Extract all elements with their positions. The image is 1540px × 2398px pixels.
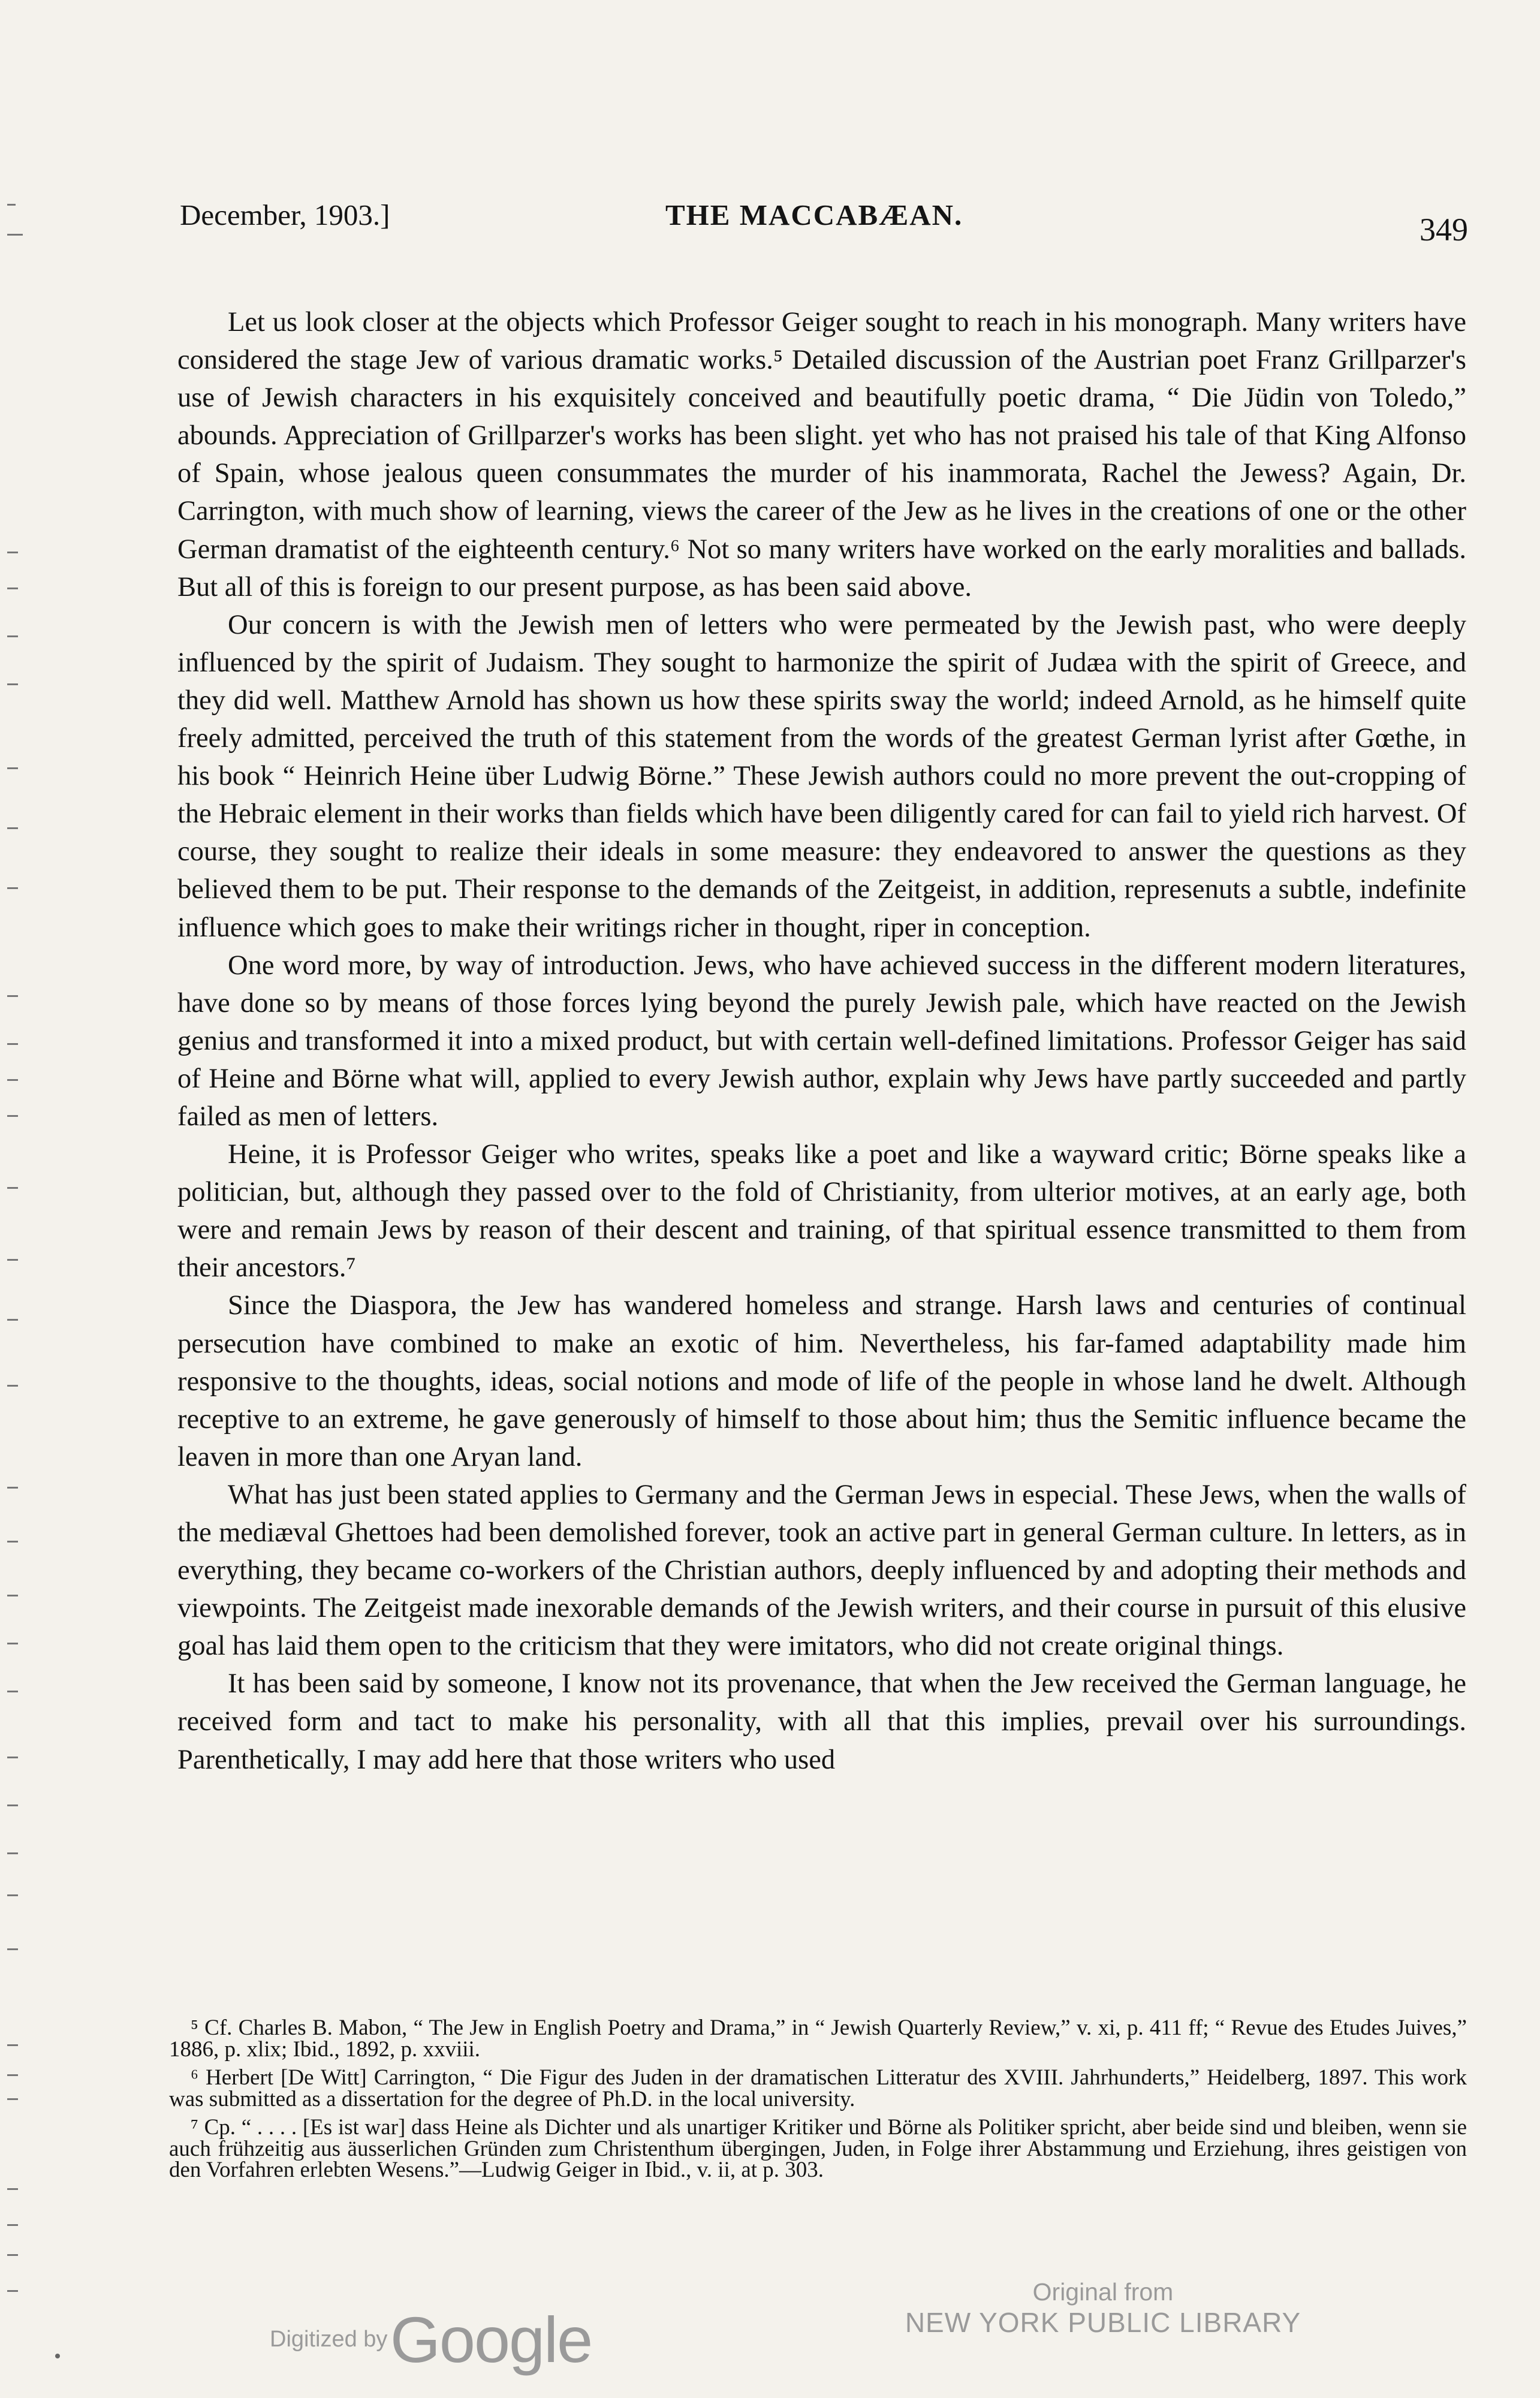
paragraph: What has just been stated applies to Germany and the German Jews in especial. These Jews, when the walls of the mediæval Ghettoes had been demolished forever, took an active part in general German culture. In letters, as in everything, they became co-workers of the Christian authors, deeply influenced by and adopting their methods and viewpoints. The Zeitgeist made inexorable demands of the Jewish writers, and their course in pursuit of this elusive goal has laid them open to the criticism that they were imitators, who did not create original things. [177,1479,1466,1662]
journal-title: THE MACCABÆAN. [665,198,963,231]
scan-speck [55,2354,60,2358]
google-logo: Google [390,2303,592,2376]
paragraph: Let us look closer at the objects which Professor Geiger sought to reach in his monograph. Many writers have considered the stage Jew of various dramatic works.⁵ Detailed discussion of the Austrian poet Franz Grillparzer's use of Jewish characters in his exquisitely conceived and beautifully poetic drama, “ Die Jüdin von Toledo,” abounds. Appreciation of Grillparzer's works has been slight. yet who has not praised his tale of that King Alfonso of Spain, whose jealous queen consummates the murder of his inammorata, Rachel the Jewess? Again, Dr. Carrington, with much show of learning, views the career of the Jew as he lives in the creations of one or the other German dramatist of the eighteenth century.⁶ Not so many writers have worked on the early moralities and ballads. But all of this is foreign to our present purpose, as has been said above. [177,307,1466,602]
nypl-watermark [893,2278,1313,2339]
footnotes [169,2017,1467,2188]
running-header [180,198,1468,246]
paragraph: One word more, by way of introduction. Jews, who have achieved success in the different modern literatures, have done so by means of those forces lying beyond the purely Jewish pale, which have reacted on the Jewish genius and transformed it into a mixed product, but with certain well-defined limitations. Professor Geiger has said of Heine and Börne what will, applied to every Jewish author, explain why Jews have partly succeeded and partly failed as men of letters. [177,950,1466,1132]
paragraph: Since the Diaspora, the Jew has wandered homeless and strange. Harsh laws and centuries of continual persecution have combined to make an exotic of him. Nevertheless, his far-famed adaptability made him responsive to the thoughts, ideas, social notions and mode of life of the people in whose land he dwelt. Although receptive to an extreme, he gave generously of himself to those about him; thus the Semitic influence became the leaven in more than one Aryan land. [177,1290,1466,1472]
header-date: December, 1903.] [180,198,390,231]
library-name: NEW YORK PUBLIC LIBRARY [905,2307,1301,2338]
footnote: ⁵ Cf. Charles B. Mabon, “ The Jew in English Poetry and Drama,” in “ Jewish Quarterly Review,” v. xi, p. 411 ff; “ Revue des Etudes Juives,” 1886, p. xlix; Ibid., 1892, p. xxviii. [169,2016,1467,2062]
digitized-by-label: Digitized by [270,2327,388,2352]
page-number: 349 [1420,212,1468,248]
footnote: ⁷ Cp. “ . . . . [Es ist war] dass Heine als Dichter und als unartiger Kritiker und Börne als Politiker spricht, aber beide sind und bleiben, wenn sie auch frühzeitig aus äusserlichen Gründen zum Christenthum übergingen, Juden, in Folge ihrer Abstammung und Erziehung, ihres geistigen von den Vorfahren erlebten Wesens.”—Ludwig Geiger in Ibid., v. ii, at p. 303. [169,2115,1467,2182]
footnote: ⁶ Herbert [De Witt] Carrington, “ Die Figur des Juden in der dramatischen Litteratur des XVIII. Jahrhunderts,” Heidelberg, 1897. This work was submitted as a dissertation for the degree of Ph.D. in the local university. [169,2065,1467,2111]
original-from-label: Original from [1032,2278,1174,2306]
left-margin-bleed [0,192,24,2350]
digitized-by-google-watermark [270,2302,592,2377]
article-body [177,303,1466,1779]
paragraph: Our concern is with the Jewish men of letters who were permeated by the Jewish past, who were deeply influenced by the spirit of Judaism. They sought to harmonize the spirit of Judæa with the spirit of Greece, and they did well. Matthew Arnold has shown us how these spirits sway the world; indeed Arnold, as he himself quite freely admitted, perceived the truth of this statement from the words of the greatest German lyrist after Gœthe, in his book “ Heinrich Heine über Ludwig Börne.” These Jewish authors could no more prevent the out-cropping of the Hebraic element in their works than fields which have been diligently cared for can fail to yield rich harvest. Of course, they sought to realize their ideals in some measure: they endeavored to answer the questions as they believed them to be put. Their response to the demands of the Zeitgeist, in addition, represenuts a subtle, indefinite influence which goes to make their writings richer in thought, riper in conception. [177,609,1466,943]
paragraph: It has been said by someone, I know not its provenance, that when the Jew received the German language, he received form and tact to make his personality, with all that this implies, prevail over his surroundings. Parenthetically, I may add here that those writers who used [177,1668,1466,1775]
paragraph: Heine, it is Professor Geiger who writes, speaks like a poet and like a wayward critic; Börne speaks like a politician, but, although they passed over to the fold of Christianity, from ulterior motives, at an early age, both were and remain Jews by reason of their descent and training, of that spiritual essence transmitted to them from their ancestors.⁷ [177,1139,1466,1284]
